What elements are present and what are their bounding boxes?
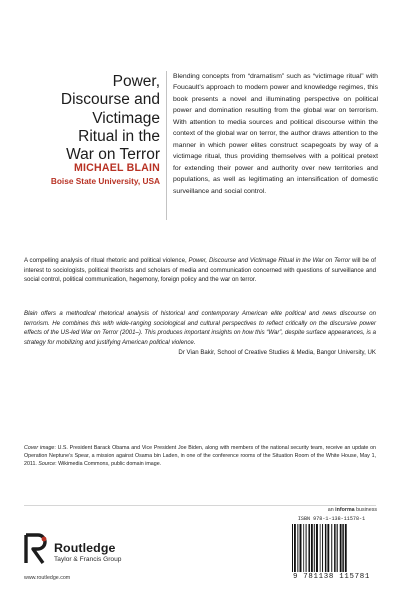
title-line: Ritual in the xyxy=(78,127,160,145)
book-title xyxy=(14,73,160,164)
review-quote: Blain offers a methodical rhetorical analysis of historical and contemporary American elite political and news discourse on terrorism. He combines this with wide-ranging sociological and cultural perspectives to reflect critically on the discursive power effects of the US-led War on Terror (2001–). This produces important insights on how this “War”, despite surface appearances, is a strategy for mobilizing and justifying American political violence. xyxy=(24,310,376,346)
publisher-group: Taylor & Francis Group xyxy=(54,556,122,563)
barcode-bar xyxy=(300,524,302,572)
cover-image-text: : U.S. President Barack Obama and Vice President Joe Biden, along with members of the national security team, receive an update on Operation Neptune’s Spear, a mission against Osama bin Laden, in one of the conference rooms of the Situation Room of the White House, May 1, 2011. xyxy=(24,445,376,468)
barcode-bars xyxy=(290,524,374,572)
barcode-bar xyxy=(303,524,304,572)
description-italic-title: Power, Discourse and Victimage Ritual in the War on Terror xyxy=(188,257,351,264)
author-affiliation: Boise State University, USA xyxy=(50,176,160,186)
informa-suffix: business xyxy=(354,507,377,513)
title-line: War on Terror xyxy=(66,146,160,164)
barcode-bar xyxy=(327,524,329,572)
source-label: Source xyxy=(38,461,56,468)
title-line: Power, xyxy=(112,73,160,90)
barcode-bar xyxy=(325,524,327,572)
barcode-bar xyxy=(342,524,344,572)
informa-prefix: an xyxy=(327,507,336,513)
barcode-bar xyxy=(334,524,336,572)
isbn-number: ISBN 978-1-138-11578-1 xyxy=(297,516,366,522)
vertical-divider xyxy=(166,71,167,220)
description-text-start: A compelling analysis of ritual rhetoric and political violence, xyxy=(24,257,189,264)
barcode-bar xyxy=(292,524,293,572)
horizontal-divider xyxy=(24,505,376,506)
barcode-bar xyxy=(322,524,323,572)
barcode-bar xyxy=(340,524,342,572)
barcode-bar xyxy=(297,524,298,572)
publisher-url[interactable]: www.routledge.com xyxy=(24,575,71,581)
author-name: MICHAEL BLAIN xyxy=(74,162,160,174)
review-attribution: Dr Vian Bakir, School of Creative Studies & Media, Bangor University, UK xyxy=(178,349,376,356)
description-paragraph xyxy=(24,256,376,285)
book-blurb: Blending concepts from “dramatism” such as “victimage ritual” with Foucault’s approach to modern power and knowledge regimes, this book presents a novel and illuminating perspective on political power and domination resulting from the global war on terrorism. With attention to media sources and political discourse within the context of the global war on terror, the author draws attention to the manner in which power elites construct scapegoats by way of a victimage ritual, thus providing themselves with a political pretext for extending their power and authority over new territories and populations, as well as legitimating an intensification of domestic surveillance and social control. xyxy=(173,73,378,195)
title-line: Discourse and xyxy=(60,91,160,109)
barcode-bar xyxy=(320,524,321,572)
barcode-bar xyxy=(306,524,307,572)
barcode-bar xyxy=(308,524,310,572)
isbn-barcode xyxy=(286,516,377,584)
barcode-bar xyxy=(311,524,313,572)
barcode-bar xyxy=(294,524,296,572)
barcode-bar xyxy=(316,524,318,572)
title-line: Victimage xyxy=(92,109,160,127)
informa-business-mark xyxy=(284,507,377,513)
description-text-end: will be of interest to sociologists, political theorists and scholars of media and communication concerned with questions of surveillance and social control, political communication, hegemony, foreign policy and the war on terror. xyxy=(24,257,376,284)
barcode-bar xyxy=(314,524,315,572)
barcode-bar xyxy=(337,524,338,572)
barcode-bar xyxy=(331,524,332,572)
cover-image-credit xyxy=(24,444,376,469)
cover-image-label: Cover image xyxy=(24,445,55,451)
routledge-logo-icon xyxy=(24,533,49,565)
barcode-digits: 9 781138 115781 xyxy=(292,573,371,581)
source-text: : Wikimedia Commons, public domain image. xyxy=(55,461,162,468)
publisher-name: Routledge xyxy=(54,541,116,555)
barcode-bar xyxy=(345,524,347,572)
informa-brand: informa xyxy=(335,507,355,513)
